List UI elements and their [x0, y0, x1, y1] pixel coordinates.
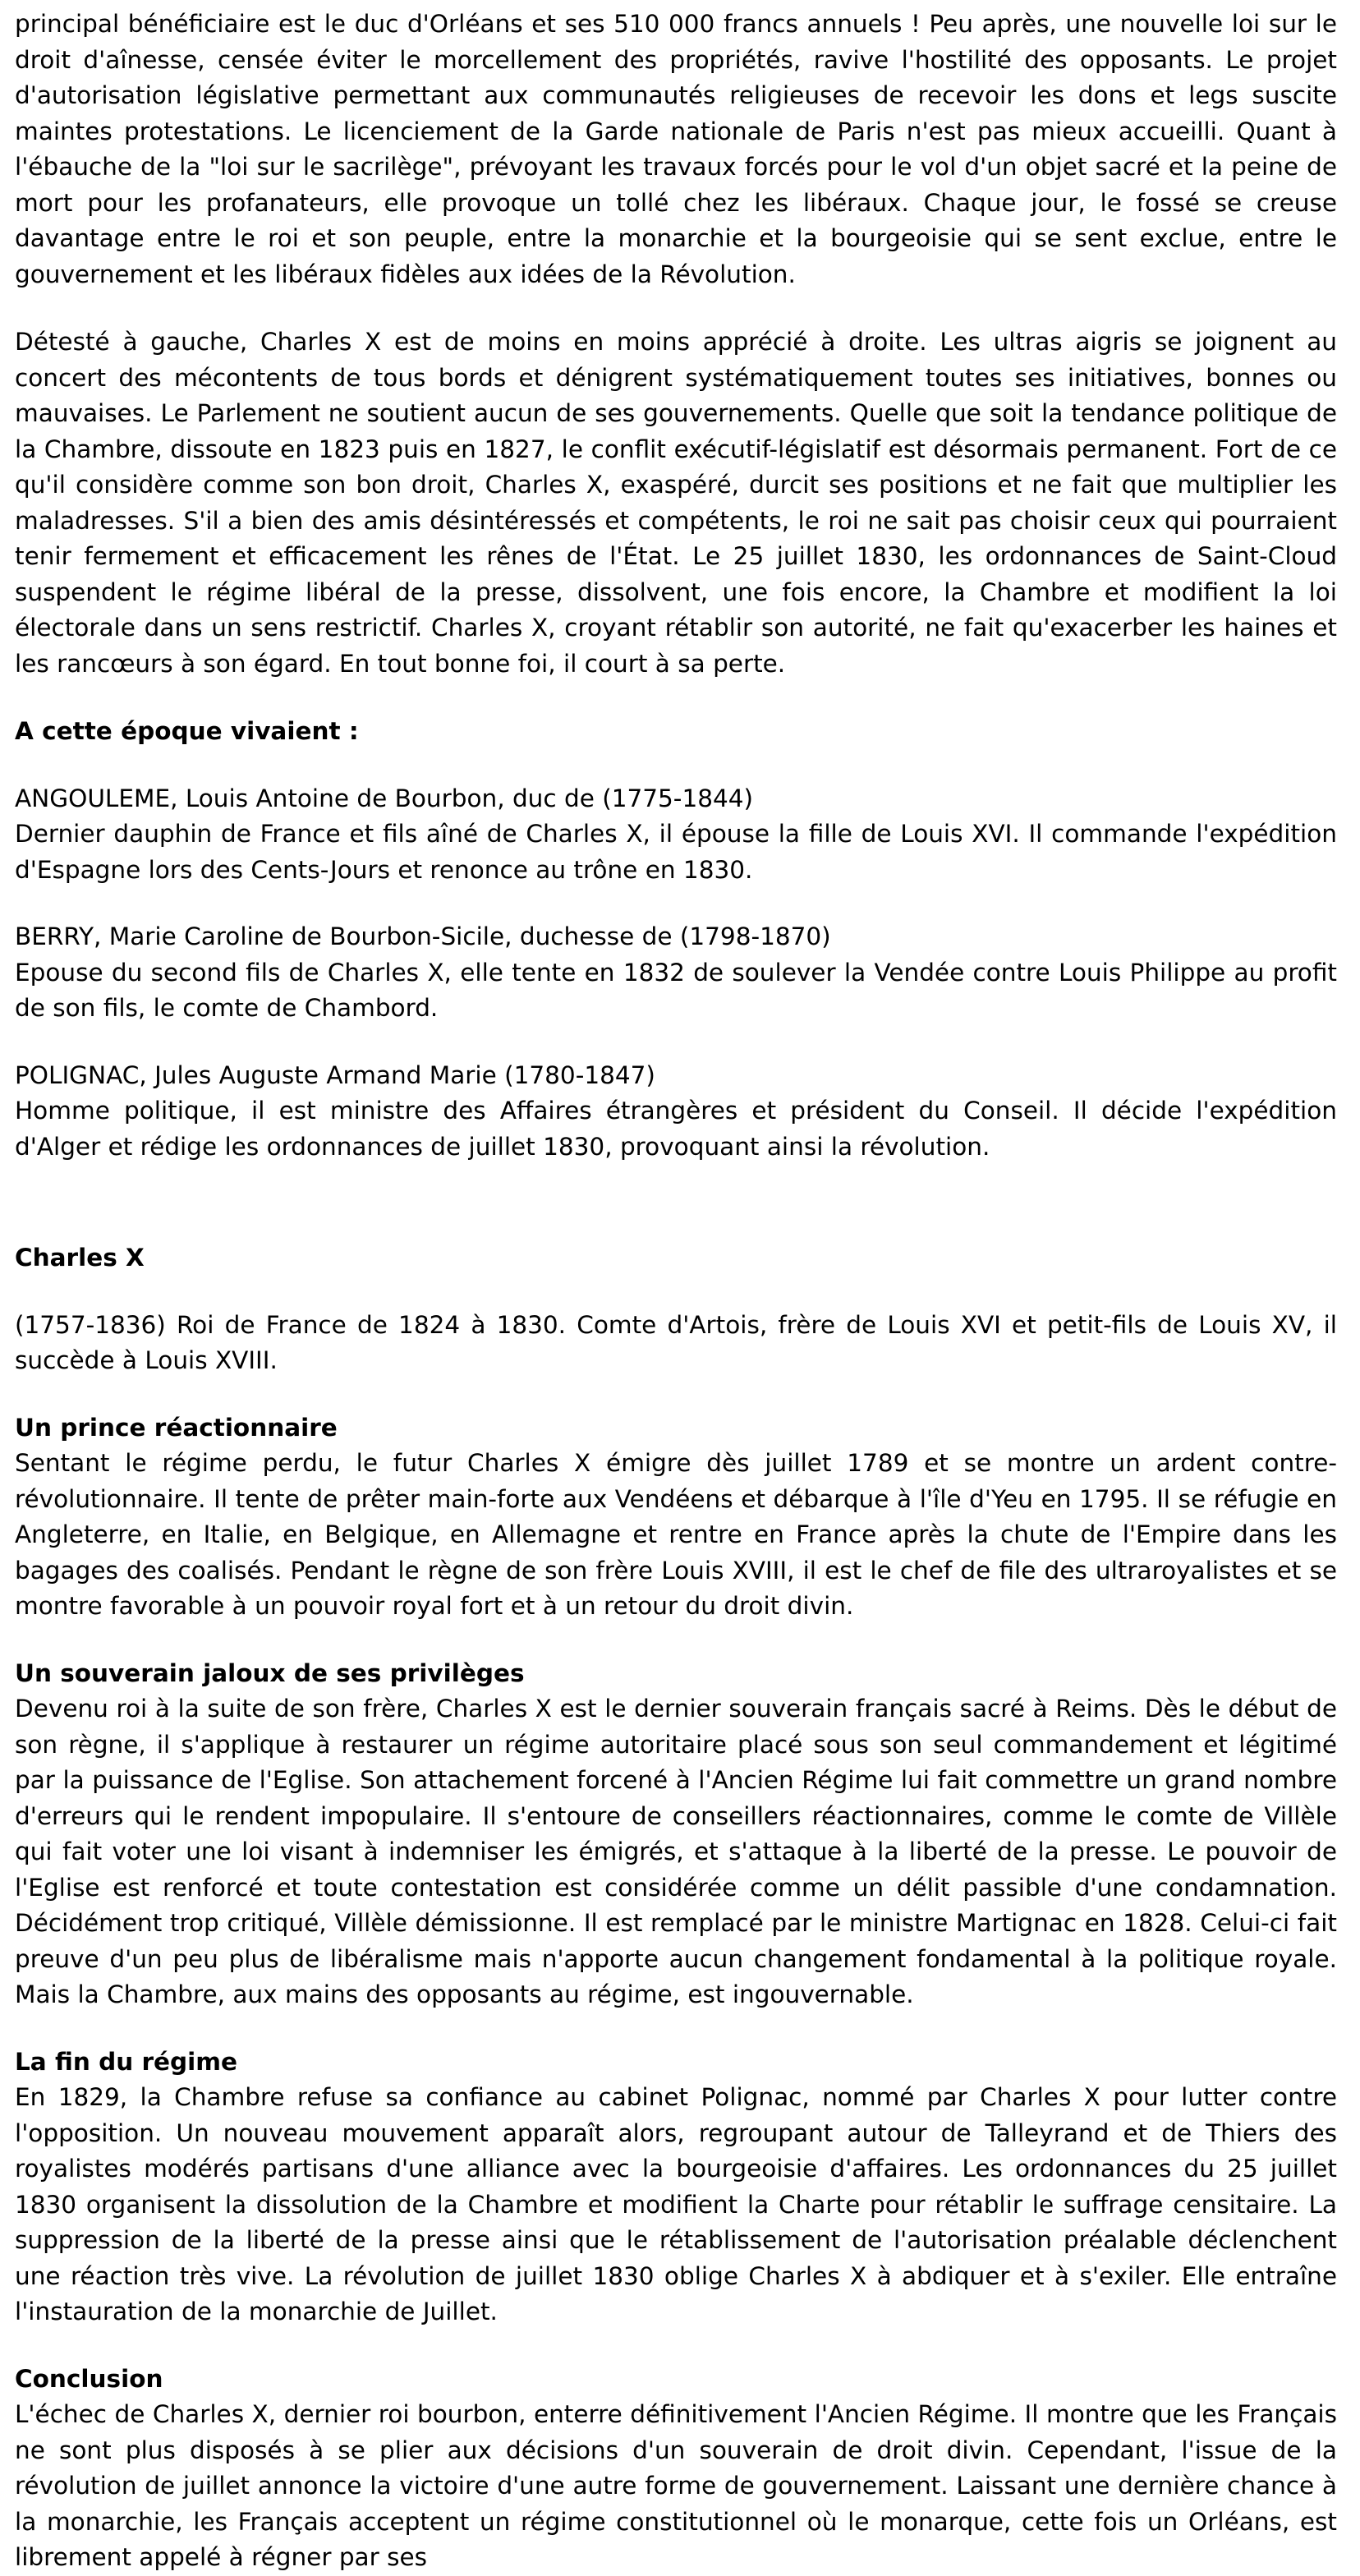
heading-spacer [15, 750, 1337, 781]
biography-description: Dernier dauphin de France et fils aîné de Charles X, il épouse la fille de Louis XVI. Il commande l'expédition d'Espagne lors des Cents-Jours et renonce au trône en 1830. [15, 820, 1337, 884]
biography-spacer [15, 888, 1337, 919]
section-spacer [15, 1625, 1337, 1656]
paragraph-la-fin-du-regime: En 1829, la Chambre refuse sa confiance au cabinet Polignac, nommé par Charles X pour lutter contre l'opposition. Un nouveau mouvement apparaît alors, regroupant autour de Talleyrand et de Thiers des royalistes modérés partisans d'une alliance avec la bourgeoisie d'affaires. Les ordonnances du 25 juillet 1830 organisent la dissolution de la Chambre et modifient la Charte pour rétablir le suffrage censitaire. La suppression de la liberté de la presse ainsi que le rétablissement de l'autorisation préalable déclenchent une réaction très vive. La révolution de juillet 1830 oblige Charles X à abdiquer et à s'exiler. Elle entraîne l'instauration de la monarchie de Juillet. [15, 2083, 1337, 2325]
biography-description: Epouse du second fils de Charles X, elle tente en 1832 de soulever la Vendée contre Louis Philippe au profit de son fils, le comte de Chambord. [15, 958, 1337, 1022]
paragraph-conclusion: L'échec de Charles X, dernier roi bourbon, enterre définitivement l'Ancien Régime. Il montre que les Français ne sont plus disposés à se plier aux décisions d'un souverain de droit divin. Cependant, l'issue de la révolution de juillet annonce la victoire d'une autre forme de gouvernement. Laissant une dernière chance à la monarchie, les Français acceptent un régime constitutionnel où le monarque, cette fois un Orléans, est librement appelé à régner par ses [15, 2400, 1337, 2571]
subheading-conclusion: Conclusion [15, 2364, 163, 2393]
paragraph-deteste-a-gauche: Détesté à gauche, Charles X est de moins en moins apprécié à droite. Les ultras aigris se joignent au concert des mécontents de tous bords et dénigrent systématiquement toutes ses initiatives, bonnes ou mauvaises. Le Parlement ne soutient aucun de ses gouvernements. Quelle que soit la tendance politique de la Chambre, dissoute en 1823 puis en 1827, le conflit exécutif-législatif est désormais permanent. Fort de ce qu'il considère comme son bon droit, Charles X, exaspéré, durcit ses positions et ne fait que multiplier les maladresses. S'il a bien des amis désintéressés et compétents, le roi ne sait pas choisir ceux qui pourraient tenir fermement et efficacement les rênes de l'État. Le 25 juillet 1830, les ordonnances de Saint-Cloud suspendent le régime libéral de la presse, dissolvent, une fois encore, la Chambre et modifient la loi électorale dans un sens restrictif. Charles X, croyant rétablir son autorité, ne fait qu'exacerber les haines et les rancœurs à son égard. En tout bonne foi, il court à sa perte. [15, 328, 1337, 678]
section-spacer [15, 1165, 1337, 1240]
biography-spacer [15, 1027, 1337, 1058]
subheading-la-fin-du-regime: La fin du régime [15, 2047, 238, 2076]
paragraph-charles-x-intro: (1757-1836) Roi de France de 1824 à 1830. Comte d'Artois, frère de Louis XVI et petit-fils de Louis XV, il succède à Louis XVIII. [15, 1310, 1337, 1374]
biography-description: Homme politique, il est ministre des Affaires étrangères et président du Conseil. Il décide l'expédition d'Alger et rédige les ordonnances de juillet 1830, provoquant ainsi la révolution. [15, 1097, 1337, 1161]
paragraph-spacer [15, 292, 1337, 324]
subheading-un-prince-reactionnaire: Un prince réactionnaire [15, 1413, 338, 1442]
paragraph-un-prince-reactionnaire: Sentant le régime perdu, le futur Charles X émigre dès juillet 1789 et se montre un ardent contre-révolutionnaire. Il tente de prêter main-forte aux Vendéens et débarque à l'île d'Yeu en 1795. Il se réfugie en Angleterre, en Italie, en Belgique, en Allemagne et rentre en France après la chute de l'Empire dans les bagages des coalisés. Pendant le règne de son frère Louis XVIII, il est le chef de file des ultraroyalistes et se montre favorable à un pouvoir royal fort et à un retour du droit divin. [15, 1449, 1337, 1620]
subheading-un-souverain-jaloux-de-ses-privileges: Un souverain jaloux de ses privilèges [15, 1658, 525, 1687]
section-spacer [15, 1379, 1337, 1410]
biography-name: ANGOULEME, Louis Antoine de Bourbon, duc de (1775-1844) [15, 784, 754, 812]
biography-name: BERRY, Marie Caroline de Bourbon-Sicile, duchesse de (1798-1870) [15, 922, 831, 950]
paragraph-spacer [15, 682, 1337, 714]
section-spacer [15, 2013, 1337, 2045]
paragraph-un-souverain-jaloux-de-ses-privileges: Devenu roi à la suite de son frère, Charles X est le dernier souverain français sacré à Reims. Dès le début de son règne, il s'applique à restaurer un régime autoritaire placé sous son seul commandement et légitimé par la puissance de l'Eglise. Son attachement forcené à l'Ancien Régime lui fait commettre un grand nombre d'erreurs qui le rendent impopulaire. Il s'entoure de conseillers réactionnaires, comme le comte de Villèle qui fait voter une loi visant à indemniser les émigrés, et s'attaque à la liberté de la presse. Le pouvoir de l'Eglise est renforcé et toute contestation est considérée comme un délit passible d'une condamnation. Décidément trop critiqué, Villèle démissionne. Il est remplacé par le ministre Martignac en 1828. Celui-ci fait preuve d'un peu plus de libéralisme mais n'apporte aucun changement fondamental à la politique royale. Mais la Chambre, aux mains des opposants au régime, est ingouvernable. [15, 1695, 1337, 2008]
title-charles-x: Charles X [15, 1244, 145, 1272]
biography-name: POLIGNAC, Jules Auguste Armand Marie (1780-1847) [15, 1060, 655, 1089]
section-spacer [15, 2330, 1337, 2362]
paragraph-intro: principal bénéficiaire est le duc d'Orléans et ses 510 000 francs annuels ! Peu après, une nouvelle loi sur le droit d'aînesse, censée éviter le morcellement des propriétés, ravive l'hostilité des opposants. Le projet d'autorisation législative permettant aux communautés religieuses de recevoir les dons et legs suscite maintes protestations. Le licenciement de la Garde nationale de Paris n'est pas mieux accueilli. Quant à l'ébauche de la "loi sur le sacrilège", prévoyant les travaux forcés pour le vol d'un objet sacré et la peine de mort pour les profanateurs, elle provoque un tollé chez les libéraux. Chaque jour, le fossé se creuse davantage entre le roi et son peuple, entre la monarchie et la bourgeoisie qui se sent exclue, entre le gouvernement et les libéraux fidèles aux idées de la Révolution. [15, 10, 1337, 288]
heading-a-cette-epoque-vivaient: A cette époque vivaient : [15, 717, 359, 745]
heading-spacer [15, 1276, 1337, 1308]
